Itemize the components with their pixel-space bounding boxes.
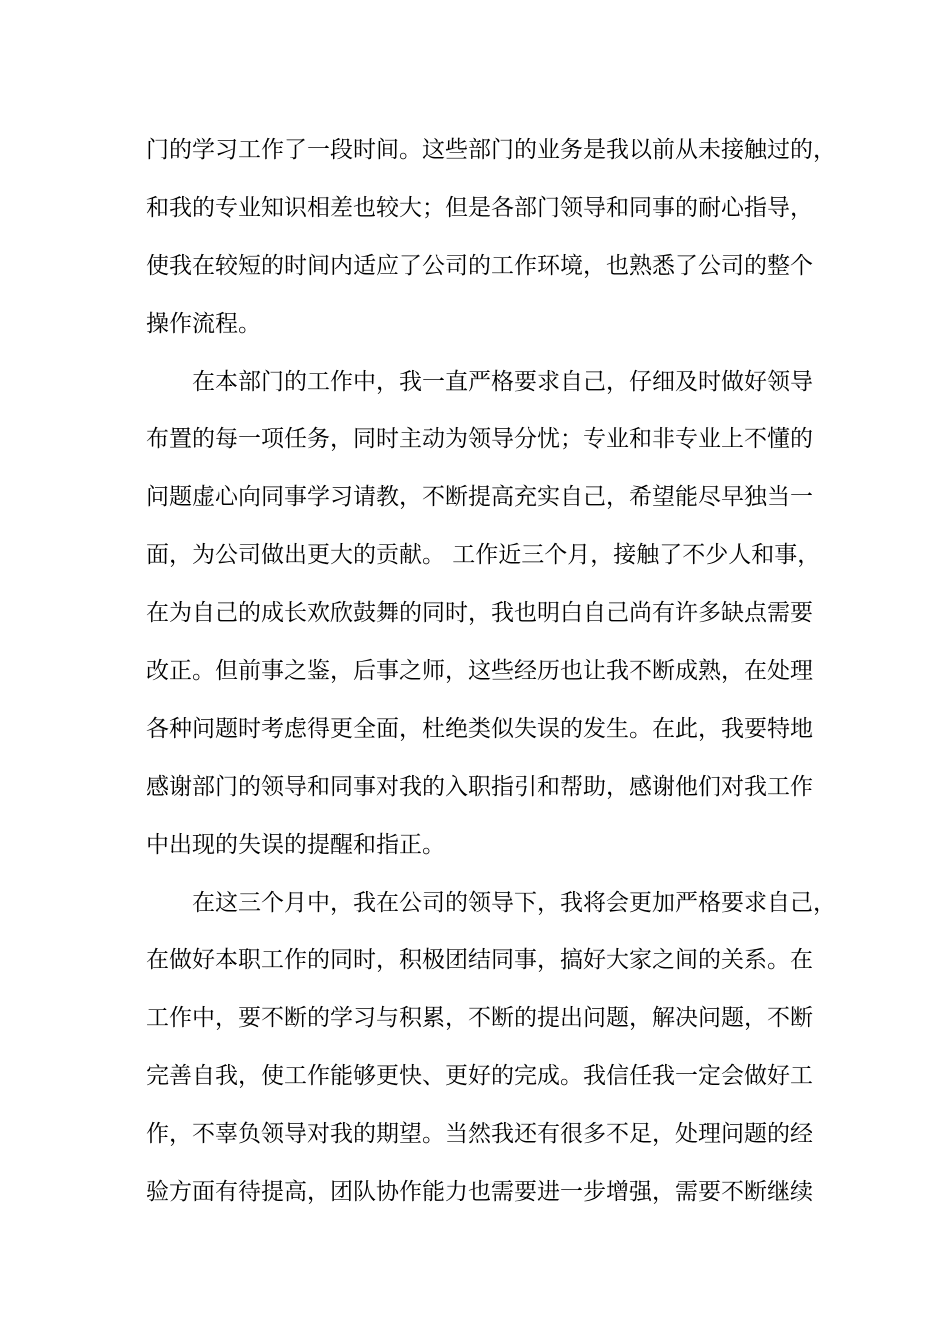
text-line: 在为自己的成长欢欣鼓舞的同时，我也明白自己尚有许多缺点需要 (146, 600, 813, 627)
text-line: 操作流程。 (146, 310, 261, 337)
text-line: 作，不辜负领导对我的期望。当然我还有很多不足，处理问题的经 (146, 1121, 813, 1148)
text-line: 验方面有待提高，团队协作能力也需要进一步增强，需要不断继续 (146, 1179, 813, 1206)
text-line: 各种问题时考虑得更全面，杜绝类似失误的发生。在此，我要特地 (146, 715, 813, 742)
text-line: 在做好本职工作的同时，积极团结同事，搞好大家之间的关系。在 (146, 947, 813, 974)
text-line: 使我在较短的时间内适应了公司的工作环境，也熟悉了公司的整个 (146, 252, 813, 279)
text-line: 改正。但前事之鉴，后事之师，这些经历也让我不断成熟，在处理 (146, 658, 813, 685)
text-line: 和我的专业知识相差也较大；但是各部门领导和同事的耐心指导， (146, 194, 813, 221)
text-line: 门的学习工作了一段时间。这些部门的业务是我以前从未接触过的， (146, 137, 836, 163)
paragraph-first-line: 在这三个月中，我在公司的领导下，我将会更加严格要求自己， (192, 889, 836, 916)
document-body (146, 127, 836, 1227)
text-line: 工作中，要不断的学习与积累，不断的提出问题，解决问题，不断 (146, 1005, 813, 1032)
text-line: 感谢部门的领导和同事对我的入职指引和帮助，感谢他们对我工作 (146, 773, 813, 800)
text-line: 面，为公司做出更大的贡献。 工作近三个月，接触了不少人和事， (146, 542, 821, 569)
text-line: 完善自我，使工作能够更快、更好的完成。我信任我一定会做好工 (146, 1063, 813, 1090)
paragraph-first-line: 在本部门的工作中，我一直严格要求自己，仔细及时做好领导 (192, 368, 813, 395)
text-line: 问题虚心向同事学习请教，不断提高充实自己，希望能尽早独当一 (146, 484, 813, 511)
text-line: 布置的每一项任务，同时主动为领导分忧；专业和非专业上不懂的 (146, 426, 813, 453)
text-line: 中出现的失误的提醒和指正。 (146, 831, 445, 858)
